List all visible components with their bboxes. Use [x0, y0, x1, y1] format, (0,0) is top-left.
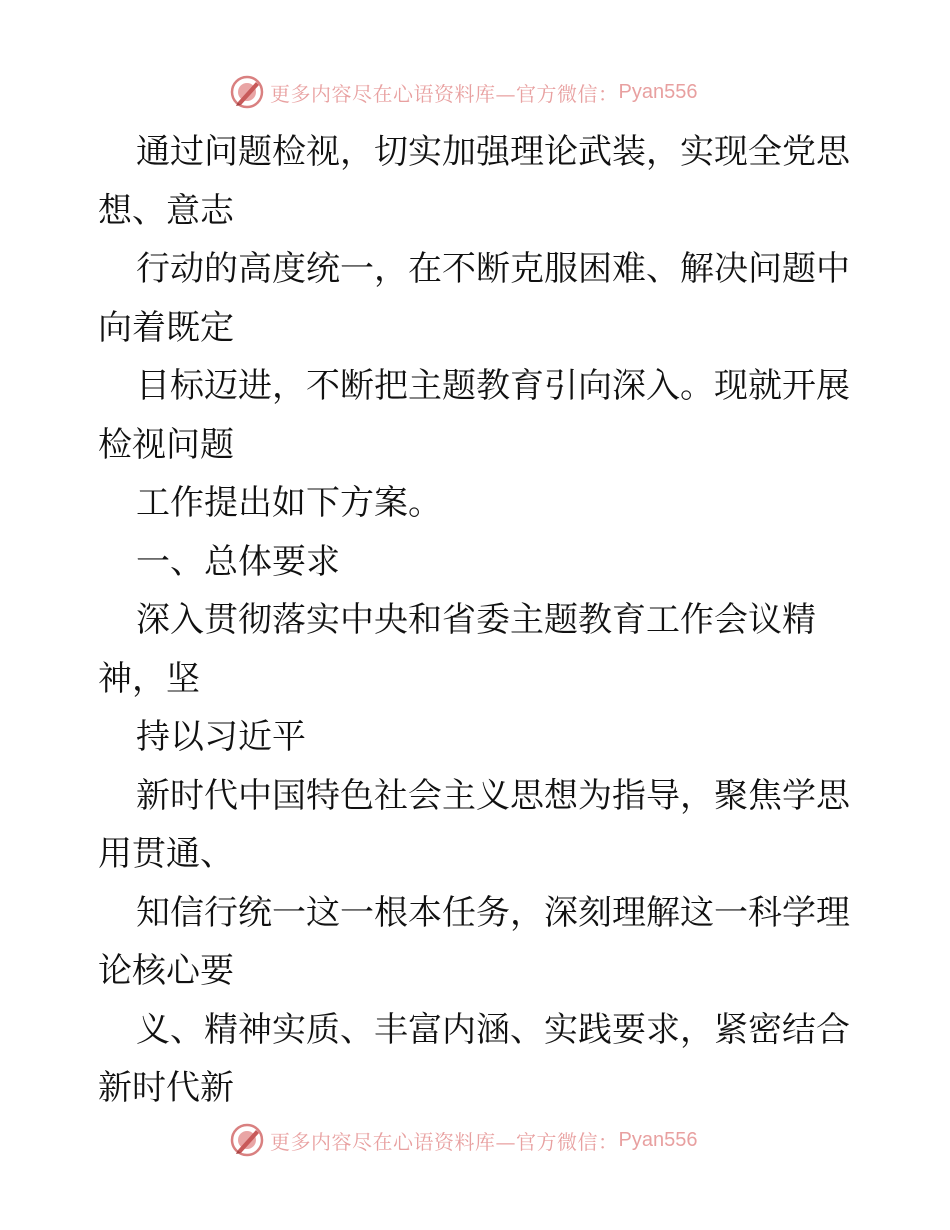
section-heading: 一、总体要求: [136, 541, 340, 582]
text-line: 新时代中国特色社会主义思想为指导，聚焦学思: [136, 775, 850, 816]
body-text: [98, 123, 858, 1118]
text-line: 义、精神实质、丰富内涵、实践要求，紧密结合: [136, 1009, 850, 1050]
text-line: 论核心要: [98, 951, 234, 991]
pen-logo-icon: [230, 1123, 264, 1157]
watermark-wechat-id: Pyan556: [618, 1128, 698, 1151]
text-line: 通过问题检视，切实加强理论武装，实现全党思: [136, 132, 850, 172]
text-line: 行动的高度统一，在不断克服困难、解决问题中: [136, 249, 850, 289]
watermark-wechat-id: Pyan556: [618, 80, 698, 103]
text-line: 检视问题: [98, 424, 234, 465]
header-watermark: [230, 72, 750, 112]
text-line: 深入贯彻落实中央和省委主题教育工作会议精: [136, 600, 816, 640]
watermark-text: 更多内容尽在心语资料库—官方微信：: [270, 1129, 619, 1154]
text-line: 向着既定: [98, 307, 234, 348]
text-line: 持以习近平: [136, 717, 306, 757]
text-line: 想、意志: [98, 190, 234, 231]
text-line: 神，坚: [98, 658, 200, 699]
pen-logo-icon: [230, 75, 264, 109]
text-line: 用贯通、: [98, 834, 234, 874]
text-line: 目标迈进，不断把主题教育引向深入。现就开展: [136, 366, 850, 406]
text-line: 知信行统一这一根本任务，深刻理解这一科学理: [136, 892, 850, 933]
text-line: 工作提出如下方案。: [136, 483, 442, 523]
footer-watermark: [230, 1120, 750, 1160]
watermark-text: 更多内容尽在心语资料库—官方微信：: [270, 81, 619, 106]
text-line: 新时代新: [98, 1068, 234, 1108]
